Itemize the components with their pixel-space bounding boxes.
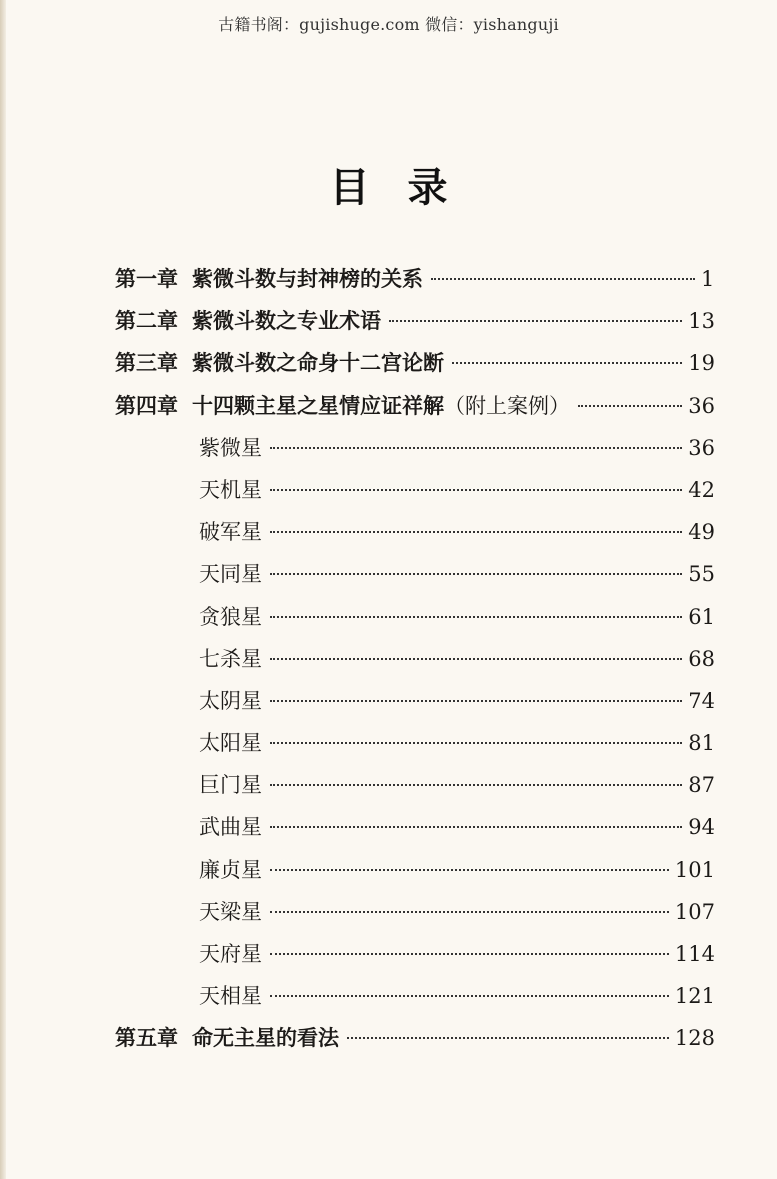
entry-title: 十四颗主星之星情应证祥解 — [192, 393, 444, 418]
entry-note: （附上案例） — [444, 393, 570, 418]
page-title: 目录 — [329, 165, 486, 211]
toc-entry-lianzhen[interactable] — [115, 849, 715, 891]
toc-entry-taiyang[interactable] — [115, 722, 715, 764]
table-of-contents — [115, 258, 715, 1060]
toc-entry-tianliang[interactable] — [115, 891, 715, 933]
entry-title: 天相星 — [199, 984, 262, 1009]
page-number: 42 — [688, 477, 715, 502]
page-number: 101 — [674, 857, 715, 882]
dot-leader — [578, 405, 682, 407]
entry-title: 巨门星 — [199, 773, 262, 798]
page-number: 121 — [674, 984, 715, 1009]
page-number: 1 — [701, 267, 715, 291]
chapter-number: 第五章 — [115, 1026, 178, 1051]
watermark-text: 古籍书阁：gujishuge.com 微信：yishanguji — [218, 15, 559, 34]
toc-entry-ziwei[interactable] — [115, 427, 715, 469]
entry-title: 贪狼星 — [199, 604, 262, 629]
toc-entry-chapter-2[interactable] — [115, 300, 715, 342]
page-number: 81 — [688, 731, 715, 756]
toc-entry-jumen[interactable] — [115, 764, 715, 806]
entry-title: 天同星 — [199, 562, 262, 587]
dot-leader — [389, 320, 682, 322]
chapter-number: 第二章 — [115, 309, 178, 334]
toc-entry-taiyin[interactable] — [115, 680, 715, 722]
entry-title: 天府星 — [199, 942, 262, 966]
dot-leader — [431, 278, 695, 280]
page-number: 13 — [688, 309, 715, 334]
dot-leader — [270, 489, 682, 491]
page-number: 49 — [688, 520, 715, 545]
entry-title: 紫微星 — [199, 435, 262, 460]
toc-entry-chapter-1[interactable] — [115, 258, 715, 300]
toc-entry-chapter-4[interactable] — [115, 385, 715, 427]
toc-entry-chapter-3[interactable] — [115, 342, 715, 384]
entry-title: 廉贞星 — [199, 857, 262, 882]
dot-leader — [270, 616, 682, 618]
toc-entry-tianfu[interactable] — [115, 933, 715, 975]
dot-leader — [270, 447, 682, 449]
dot-leader — [270, 531, 682, 533]
dot-leader — [270, 573, 682, 575]
page-number: 36 — [688, 393, 715, 418]
page-number: 61 — [688, 604, 715, 629]
dot-leader — [270, 953, 669, 955]
entry-title: 命无主星的看法 — [192, 1026, 339, 1051]
dot-leader — [270, 869, 669, 871]
page-number: 107 — [674, 899, 715, 924]
page-number: 94 — [688, 815, 715, 840]
entry-title: 紫微斗数之专业术语 — [192, 309, 381, 334]
toc-entry-pojun[interactable] — [115, 511, 715, 553]
entry-title: 太阳星 — [199, 731, 262, 756]
page-number: 74 — [688, 688, 715, 713]
page-number: 87 — [688, 773, 715, 798]
dot-leader — [452, 362, 682, 364]
dot-leader — [270, 658, 682, 660]
page-number: 19 — [688, 351, 715, 376]
entry-title: 破军星 — [199, 520, 262, 545]
dot-leader — [270, 784, 682, 786]
dot-leader — [270, 742, 682, 744]
entry-title: 太阴星 — [199, 688, 262, 713]
entry-title: 紫微斗数与封神榜的关系 — [192, 267, 423, 291]
entry-title: 天梁星 — [199, 899, 262, 924]
chapter-number: 第一章 — [115, 267, 178, 291]
dot-leader — [270, 700, 682, 702]
entry-title: 紫微斗数之命身十二宫论断 — [192, 351, 444, 376]
entry-title: 天机星 — [199, 477, 262, 502]
page-number: 68 — [688, 646, 715, 671]
page-number: 114 — [674, 942, 715, 966]
toc-entry-qisha[interactable] — [115, 638, 715, 680]
toc-entry-tianxiang[interactable] — [115, 975, 715, 1017]
dot-leader — [270, 826, 682, 828]
entry-title: 武曲星 — [199, 815, 262, 840]
entry-title: 七杀星 — [199, 646, 262, 671]
chapter-number: 第三章 — [115, 351, 178, 376]
page-number: 36 — [688, 435, 715, 460]
page-number: 55 — [688, 562, 715, 587]
toc-entry-tianji[interactable] — [115, 469, 715, 511]
dot-leader — [347, 1037, 669, 1039]
toc-entry-tanlang[interactable] — [115, 596, 715, 638]
toc-entry-wuqu[interactable] — [115, 806, 715, 848]
toc-entry-tiantong[interactable] — [115, 553, 715, 595]
dot-leader — [270, 911, 669, 913]
page-number: 128 — [674, 1026, 715, 1051]
chapter-number: 第四章 — [115, 393, 178, 418]
dot-leader — [270, 995, 669, 997]
toc-entry-chapter-5[interactable] — [115, 1017, 715, 1059]
